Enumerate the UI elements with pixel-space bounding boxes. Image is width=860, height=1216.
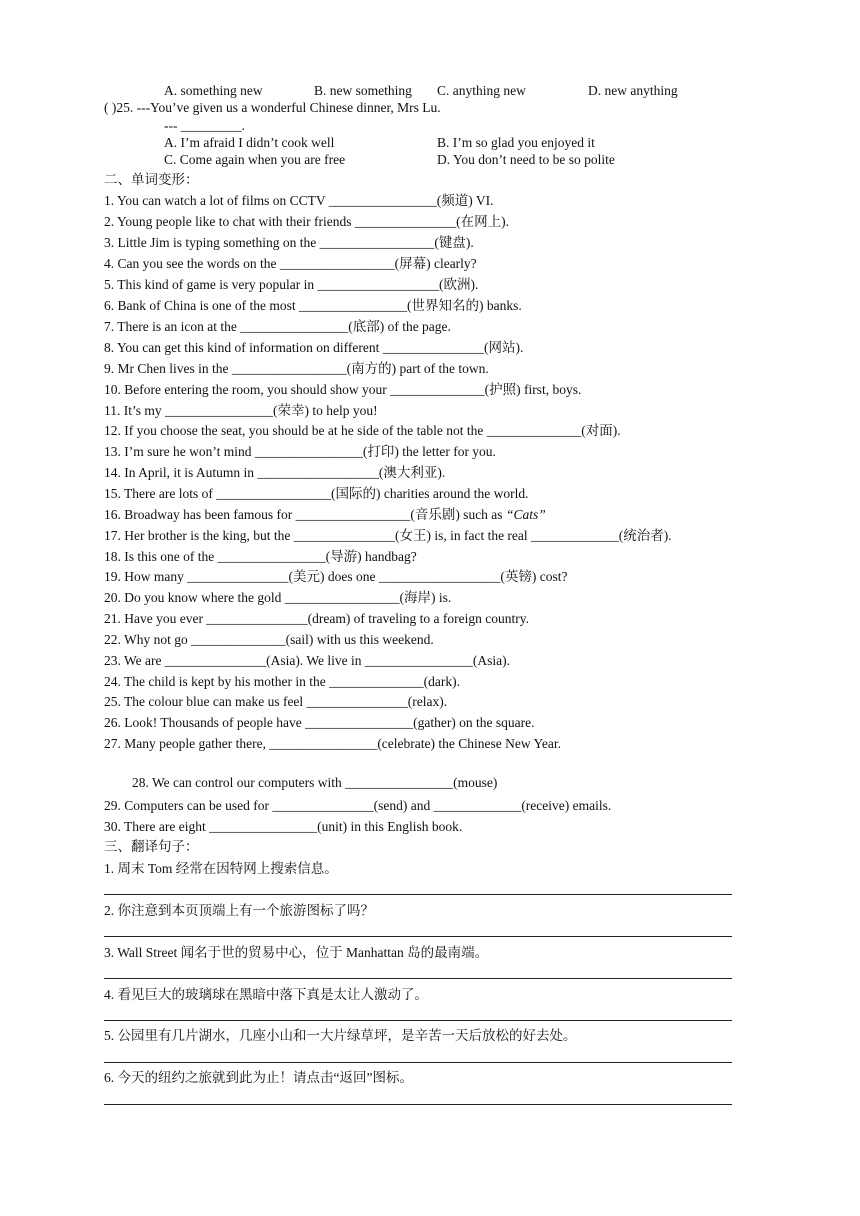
answer-line <box>104 894 732 895</box>
answer-line <box>104 1020 732 1021</box>
word-form-item: 25. The colour blue can make us feel _______________(relax). <box>104 694 448 709</box>
word-form-item: 23. We are _______________(Asia). We live in ________________(Asia). <box>104 653 511 668</box>
translation-item: 3. Wall Street 闻名于世的贸易中心，位于 Manhattan 岛的最南端。 <box>104 945 489 960</box>
q25-option-d: D. You don’t need to be so polite <box>437 152 615 167</box>
word-form-item: 14. In April, it is Autumn in __________________(澳大利亚). <box>104 465 446 480</box>
q24-option-a: A. something new <box>164 83 263 98</box>
word-form-item: 17. Her brother is the king, but the _______________(女王) is, in fact the real _____________(统治者). <box>104 528 672 543</box>
q25-option-a: A. I’m afraid I didn’t cook well <box>164 135 335 150</box>
word-form-item: 28. We can control our computers with ________________(mouse) <box>132 775 498 790</box>
cats-title: “Cats” <box>505 507 546 522</box>
word-form-item: 10. Before entering the room, you should show your ______________(护照) first, boys. <box>104 382 582 397</box>
word-form-item: 19. How many _______________(美元) does one __________________(英镑) cost? <box>104 569 568 584</box>
answer-line <box>104 1104 732 1105</box>
word-form-item: 20. Do you know where the gold _________________(海岸) is. <box>104 590 452 605</box>
word-form-item: 5. This kind of game is very popular in __________________(欧洲). <box>104 277 479 292</box>
word-form-item: 1. You can watch a lot of films on CCTV ________________(频道) VI. <box>104 193 494 208</box>
answer-line <box>104 978 732 979</box>
word-form-item: 9. Mr Chen lives in the _________________(南方的) part of the town. <box>104 361 489 376</box>
word-form-item: 3. Little Jim is typing something on the _________________(键盘). <box>104 235 474 250</box>
word-form-item: 2. Young people like to chat with their friends _______________(在网上). <box>104 214 509 229</box>
q24-option-c: C. anything new <box>437 83 526 98</box>
translation-item: 1. 周末 Tom 经常在因特网上搜索信息。 <box>104 861 338 876</box>
word-form-item: 7. There is an icon at the ________________(底部) of the page. <box>104 319 451 334</box>
q25-option-c: C. Come again when you are free <box>164 152 346 167</box>
word-form-item: 15. There are lots of _________________(国际的) charities around the world. <box>104 486 529 501</box>
word-form-item: 8. You can get this kind of information on different _______________(网站). <box>104 340 524 355</box>
word-form-item: 6. Bank of China is one of the most ________________(世界知名的) banks. <box>104 298 522 313</box>
word-form-item: 24. The child is kept by his mother in the ______________(dark). <box>104 674 460 689</box>
word-form-item: 26. Look! Thousands of people have ________________(gather) on the square. <box>104 715 535 730</box>
word-form-item: 21. Have you ever _______________(dream) of traveling to a foreign country. <box>104 611 529 626</box>
translation-item: 4. 看见巨大的玻璃球在黑暗中落下真是太让人激动了。 <box>104 987 428 1002</box>
translation-item: 2. 你注意到本页顶端上有一个旅游图标了吗？ <box>104 903 374 918</box>
word-form-item: 4. Can you see the words on the _________________(屏幕) clearly? <box>104 256 477 271</box>
word-form-item: 27. Many people gather there, ________________(celebrate) the Chinese New Year. <box>104 736 561 751</box>
word-form-item: 30. There are eight ________________(unit) in this English book. <box>104 819 463 834</box>
q25-stem: ( )25. ---You’ve given us a wonderful Chinese dinner, Mrs Lu. <box>104 100 441 115</box>
word-form-item-16-text: 16. Broadway has been famous for _________________(音乐剧) such as <box>104 507 506 522</box>
word-form-item: 13. I’m sure he won’t mind ________________(打印) the letter for you. <box>104 444 496 459</box>
translation-item: 5. 公园里有几片湖水，几座小山和一大片绿草坪，是辛苦一天后放松的好去处。 <box>104 1028 577 1043</box>
translation-item: 6. 今天的纽约之旅就到此为止！请点击“返回”图标。 <box>104 1070 413 1085</box>
answer-line <box>104 1062 732 1063</box>
section2-title: 二、单词变形： <box>104 172 199 187</box>
word-form-item: 29. Computers can be used for _______________(send) and _____________(receive) emails. <box>104 798 612 813</box>
q25-reply-blank: --- _________. <box>164 118 245 133</box>
q24-option-d: D. new anything <box>588 83 678 98</box>
section3-title: 三、翻译句子： <box>104 839 199 854</box>
word-form-item: 18. Is this one of the ________________(导游) handbag? <box>104 549 417 564</box>
answer-line <box>104 936 732 937</box>
word-form-item: 11. It’s my ________________(荣幸) to help you! <box>104 403 378 418</box>
q24-option-b: B. new something <box>314 83 412 98</box>
word-form-item: 12. If you choose the seat, you should be at he side of the table not the ______________(对面). <box>104 423 621 438</box>
q25-option-b: B. I’m so glad you enjoyed it <box>437 135 595 150</box>
word-form-item-16 <box>104 506 546 523</box>
word-form-item: 22. Why not go ______________(sail) with us this weekend. <box>104 632 434 647</box>
